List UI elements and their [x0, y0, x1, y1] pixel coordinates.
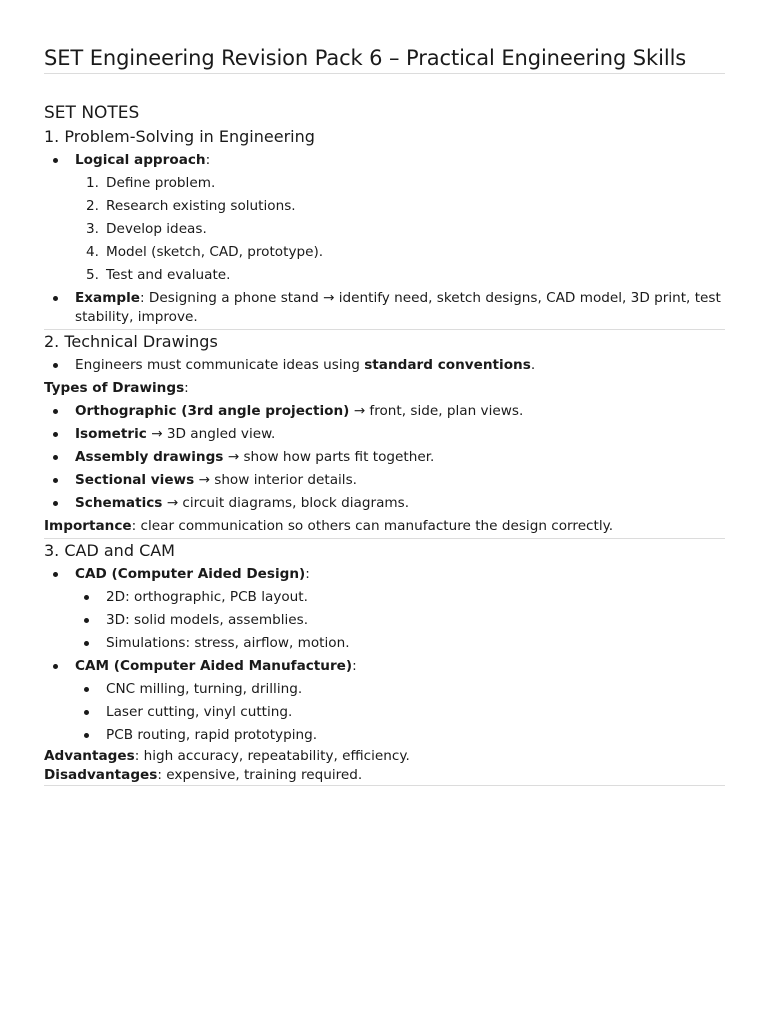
- notes-heading: SET NOTES: [44, 103, 140, 123]
- intro-text: Engineers must communicate ideas using: [75, 357, 365, 373]
- bold-label: Types of Drawings: [44, 380, 185, 396]
- list-item: [75, 218, 725, 241]
- bold-label: Disadvantages: [44, 767, 158, 783]
- list-item: 2D: orthographic, PCB layout.: [75, 586, 725, 609]
- section-title: 1. Problem-Solving in Engineering: [44, 127, 315, 146]
- section-problem-solving: [44, 125, 725, 329]
- drawing-types-list: [44, 400, 725, 515]
- step-text: Define problem.: [106, 175, 216, 191]
- bold-label: Logical approach: [75, 152, 206, 168]
- term-description: → front, side, plan views.: [349, 403, 524, 419]
- bold-term: Orthographic (3rd angle projection): [75, 403, 350, 419]
- bold-label: Example: [75, 290, 141, 306]
- advantages-line: [44, 747, 725, 766]
- term-description: → 3D angled view.: [146, 426, 276, 442]
- list-item-example: [44, 287, 725, 329]
- bullet-list: [44, 354, 725, 377]
- list-item: [44, 354, 725, 377]
- bold-term: Sectional views: [75, 472, 195, 488]
- bold-text: standard conventions: [364, 357, 531, 373]
- list-item-cad: [44, 563, 725, 655]
- section-technical-drawings: [44, 330, 725, 538]
- list-item: [75, 264, 725, 287]
- term-description: → circuit diagrams, block diagrams.: [162, 495, 410, 511]
- section-cad-cam: [44, 539, 725, 785]
- label-suffix: :: [305, 566, 310, 582]
- bold-term: Isometric: [75, 426, 147, 442]
- list-item-cam: [44, 655, 725, 747]
- step-text: Test and evaluate.: [106, 267, 231, 283]
- bold-label: Advantages: [44, 748, 135, 764]
- bold-label: Importance: [44, 518, 132, 534]
- divider: [44, 785, 725, 786]
- list-item: 3D: solid models, assemblies.: [75, 609, 725, 632]
- list-item: Laser cutting, vinyl cutting.: [75, 701, 725, 724]
- advantages-text: : high accuracy, repeatability, efficiency.: [134, 748, 410, 764]
- step-number: 5.: [86, 267, 99, 283]
- numbered-steps: [75, 172, 725, 287]
- list-item: [75, 195, 725, 218]
- list-item: [75, 241, 725, 264]
- bold-term: Assembly drawings: [75, 449, 224, 465]
- step-number: 2.: [86, 198, 99, 214]
- step-number: 3.: [86, 221, 99, 237]
- document-title: SET Engineering Revision Pack 6 – Practical Engineering Skills: [44, 46, 687, 70]
- step-text: Develop ideas.: [106, 221, 207, 237]
- divider: [44, 73, 725, 74]
- bold-term: Schematics: [75, 495, 163, 511]
- list-item: [44, 492, 725, 515]
- label-suffix: :: [205, 152, 211, 168]
- term-description: → show how parts fit together.: [223, 449, 435, 465]
- list-item: [75, 172, 725, 195]
- list-item: [44, 469, 725, 492]
- list-item: Simulations: stress, airflow, motion.: [75, 632, 725, 655]
- cam-sublist: [75, 678, 725, 747]
- intro-end: .: [530, 357, 536, 373]
- step-text: Model (sketch, CAD, prototype).: [106, 244, 324, 260]
- step-number: 4.: [86, 244, 99, 260]
- bold-label: CAM (Computer Aided Manufacture): [75, 658, 353, 674]
- disadvantages-text: : expensive, training required.: [157, 767, 363, 783]
- list-item: [44, 423, 725, 446]
- disadvantages-line: [44, 766, 725, 785]
- importance-line: [44, 515, 725, 538]
- bullet-list: [44, 149, 725, 329]
- importance-text: : clear communication so others can manufacture the design correctly.: [131, 518, 614, 534]
- example-text: : Designing a phone stand → identify need, sketch designs, CAD model, 3D print, test stability, improve.: [75, 290, 721, 325]
- bold-label: CAD (Computer Aided Design): [75, 566, 306, 582]
- list-item: CNC milling, turning, drilling.: [75, 678, 725, 701]
- term-description: → show interior details.: [194, 472, 357, 488]
- section-title: 2. Technical Drawings: [44, 332, 218, 351]
- step-text: Research existing solutions.: [106, 198, 296, 214]
- label-suffix: :: [352, 658, 357, 674]
- bullet-list: [44, 563, 725, 747]
- step-number: 1.: [86, 175, 99, 191]
- list-item: [44, 400, 725, 423]
- list-item-logical-approach: [44, 149, 725, 287]
- label-suffix: :: [184, 380, 189, 396]
- types-label-line: [44, 377, 725, 400]
- cad-sublist: [75, 586, 725, 655]
- list-item: [44, 446, 725, 469]
- list-item: PCB routing, rapid prototyping.: [75, 724, 725, 747]
- section-title: 3. CAD and CAM: [44, 541, 175, 560]
